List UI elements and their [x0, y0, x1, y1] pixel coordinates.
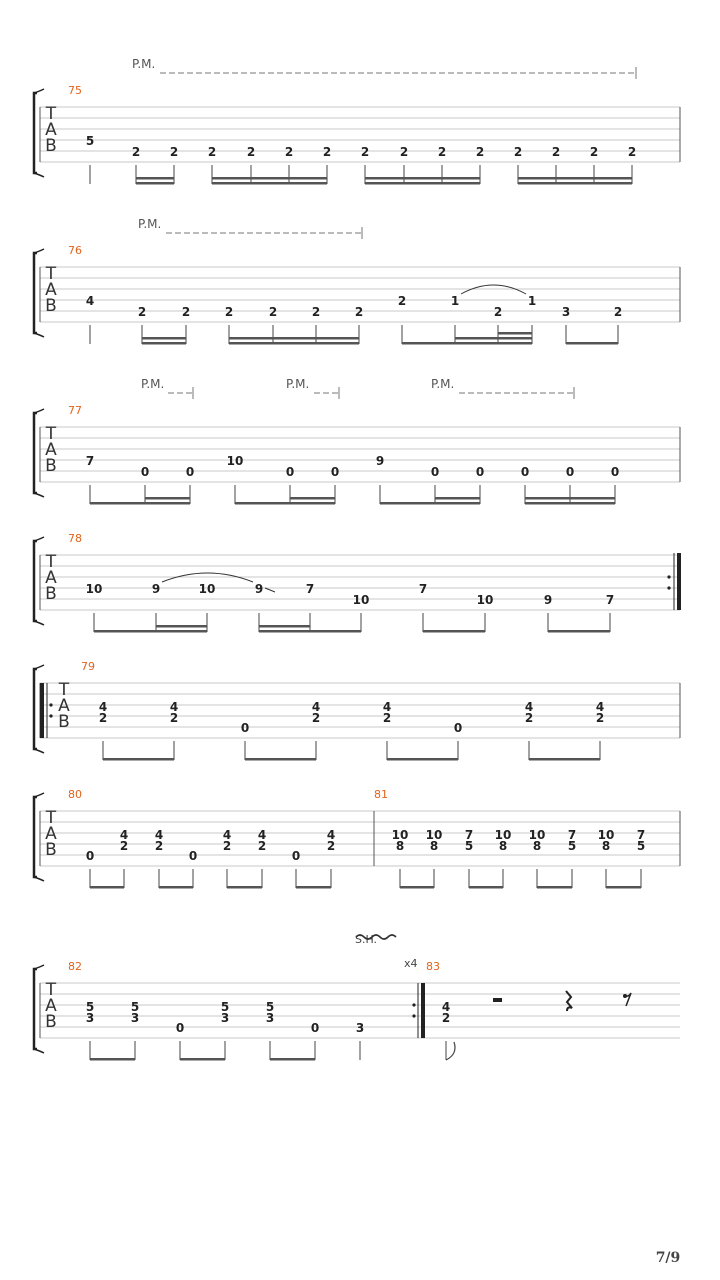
fret-number: 10	[352, 593, 370, 607]
fret-number: 3	[85, 1011, 95, 1025]
beam-secondary	[136, 177, 174, 180]
tab-clef-letter: T	[45, 552, 57, 572]
fret-number: 2	[360, 145, 370, 159]
beam	[227, 886, 262, 889]
beam-secondary	[365, 177, 480, 180]
fret-number: 4	[85, 294, 95, 308]
beam	[529, 758, 600, 761]
repeat-dot	[49, 714, 52, 717]
fret-number: 4	[326, 828, 336, 842]
repeat-dot	[49, 703, 52, 706]
fret-number: 4	[222, 828, 232, 842]
repeat-dot	[667, 575, 670, 578]
beam-secondary	[145, 497, 190, 500]
tab-clef-letter: T	[45, 264, 57, 284]
palm-mute-label: P.M.	[286, 377, 310, 391]
beam	[270, 1058, 315, 1061]
fret-number: 2	[397, 294, 407, 308]
tab-clef-letter: B	[45, 296, 57, 316]
system-bracket	[34, 541, 37, 621]
palm-mute-label: P.M.	[141, 377, 165, 391]
repeat-dot	[412, 1014, 415, 1017]
beam	[518, 182, 632, 185]
fret-number: 0	[140, 465, 150, 479]
fret-number: 4	[169, 700, 179, 714]
beam-secondary	[212, 177, 327, 180]
beam	[235, 502, 335, 505]
palm-mute-label: P.M.	[138, 217, 162, 231]
tab-clef-letter: B	[45, 1012, 57, 1032]
palm-mute-label: P.M.	[431, 377, 455, 391]
tab-system-83	[355, 933, 631, 1060]
beam	[380, 502, 480, 505]
fret-number: 2	[98, 711, 108, 725]
system-bracket	[34, 253, 37, 333]
fret-number: 3	[220, 1011, 230, 1025]
tab-clef-letter: T	[45, 424, 57, 444]
fret-number: 2	[382, 711, 392, 725]
fret-number: 0	[453, 721, 463, 735]
fret-number: 1	[450, 294, 460, 308]
measure-number: 75	[68, 84, 82, 97]
fret-number: 2	[437, 145, 447, 159]
fret-number: 4	[441, 1000, 451, 1014]
tab-clef-letter: T	[45, 980, 57, 1000]
fret-number: 4	[257, 828, 267, 842]
tab-clef-letter: T	[45, 104, 57, 124]
tab-clef-letter: B	[45, 584, 57, 604]
beam-secondary	[290, 497, 335, 500]
measure-number: 77	[68, 404, 82, 417]
fret-number: 0	[475, 465, 485, 479]
fret-number: 10	[198, 582, 216, 596]
fret-number: 10	[85, 582, 103, 596]
fret-number: 0	[565, 465, 575, 479]
fret-number: 2	[246, 145, 256, 159]
beam-secondary	[518, 177, 632, 180]
beam-tertiary	[498, 332, 532, 335]
fret-number: 8	[532, 839, 542, 853]
tab-clef-letter: A	[45, 824, 57, 844]
fret-number: 2	[181, 305, 191, 319]
fret-number: 4	[524, 700, 534, 714]
fret-number: 2	[154, 839, 164, 853]
tab-clef-letter: A	[45, 440, 57, 460]
fret-number: 2	[595, 711, 605, 725]
fret-number: 2	[224, 305, 234, 319]
fret-number: 10	[391, 828, 409, 842]
tab-clef-letter: B	[58, 712, 70, 732]
fret-number: 7	[605, 593, 615, 607]
fret-number: 2	[169, 145, 179, 159]
fret-number: 4	[311, 700, 321, 714]
repeat-start-thick-bar	[40, 683, 44, 738]
note-flag	[446, 1042, 455, 1060]
slide-harmonic-label: S.H.	[355, 933, 378, 946]
fret-number: 2	[627, 145, 637, 159]
fret-number: 2	[326, 839, 336, 853]
tab-system-80	[34, 788, 680, 889]
measure-number: 81	[374, 788, 388, 801]
beam	[400, 886, 434, 889]
fret-number: 2	[311, 711, 321, 725]
fret-number: 8	[601, 839, 611, 853]
fret-number: 7	[305, 582, 315, 596]
fret-number: 0	[185, 465, 195, 479]
repeat-dot	[412, 1003, 415, 1006]
fret-number: 0	[188, 849, 198, 863]
tab-system-78	[34, 532, 681, 633]
beam	[296, 886, 331, 889]
beam-secondary	[142, 337, 186, 340]
fret-number: 2	[399, 145, 409, 159]
tab-system-79	[34, 660, 680, 761]
tab-system-75	[34, 57, 680, 185]
fret-number: 3	[130, 1011, 140, 1025]
fret-number: 10	[226, 454, 244, 468]
fret-number: 2	[354, 305, 364, 319]
beam	[469, 886, 503, 889]
measure-number: 83	[426, 960, 440, 973]
beam	[566, 342, 618, 345]
beam	[136, 182, 174, 185]
repeat-end-thick-bar	[677, 553, 681, 610]
fret-number: 4	[119, 828, 129, 842]
fret-number: 4	[382, 700, 392, 714]
tab-clef-letter: A	[45, 568, 57, 588]
tab-clef-letter: B	[45, 840, 57, 860]
fret-number: 2	[131, 145, 141, 159]
beam	[180, 1058, 225, 1061]
beam	[159, 886, 193, 889]
fret-number: 9	[254, 582, 264, 596]
fret-number: 0	[291, 849, 301, 863]
fret-number: 5	[130, 1000, 140, 1014]
fret-number: 5	[464, 839, 474, 853]
tab-systems	[34, 57, 681, 1061]
system-bracket	[34, 93, 37, 173]
fret-number: 9	[375, 454, 385, 468]
fret-number: 10	[528, 828, 546, 842]
beam-secondary	[259, 625, 310, 628]
fret-number: 9	[543, 593, 553, 607]
fret-number: 3	[561, 305, 571, 319]
fret-number: 0	[520, 465, 530, 479]
fret-number: 10	[425, 828, 443, 842]
tab-system-76	[34, 217, 680, 345]
repeat-end-thick-bar	[421, 983, 425, 1038]
beam	[423, 630, 485, 633]
fret-number: 7	[464, 828, 474, 842]
fret-number: 2	[322, 145, 332, 159]
fret-number: 0	[175, 1021, 185, 1035]
fret-number: 10	[597, 828, 615, 842]
fret-number: 5	[265, 1000, 275, 1014]
fret-number: 2	[475, 145, 485, 159]
beam-secondary	[229, 337, 359, 340]
beam	[365, 182, 480, 185]
beam	[90, 502, 190, 505]
tab-clef-letter: T	[45, 808, 57, 828]
fret-number: 0	[310, 1021, 320, 1035]
fret-number: 2	[613, 305, 623, 319]
beam	[229, 342, 359, 345]
tab-clef-letter: B	[45, 136, 57, 156]
beam	[245, 758, 316, 761]
fret-number: 2	[169, 711, 179, 725]
fret-number: 2	[119, 839, 129, 853]
tab-clef-letter: A	[45, 120, 57, 140]
beam	[103, 758, 174, 761]
measure-number: 80	[68, 788, 82, 801]
system-bracket	[34, 797, 37, 877]
beam	[94, 630, 207, 633]
fret-number: 3	[355, 1021, 365, 1035]
beam	[142, 342, 186, 345]
system-bracket	[34, 669, 37, 749]
beam	[90, 1058, 135, 1061]
fret-number: 4	[595, 700, 605, 714]
fret-number: 2	[284, 145, 294, 159]
beam	[387, 758, 458, 761]
beam	[259, 630, 361, 633]
half-rest	[493, 998, 502, 1002]
fret-number: 2	[311, 305, 321, 319]
fret-number: 5	[220, 1000, 230, 1014]
fret-number: 2	[524, 711, 534, 725]
beam-secondary	[525, 497, 615, 500]
beam-secondary	[435, 497, 480, 500]
fret-number: 2	[589, 145, 599, 159]
page-number: 7/9	[655, 1250, 681, 1266]
beam	[525, 502, 615, 505]
measure-number: 82	[68, 960, 82, 973]
tab-clef-letter: A	[45, 280, 57, 300]
palm-mute-label: P.M.	[132, 57, 156, 71]
beam	[90, 886, 124, 889]
measure-number: 78	[68, 532, 82, 545]
fret-number: 2	[257, 839, 267, 853]
fret-number: 2	[493, 305, 503, 319]
repeat-dot	[667, 586, 670, 589]
fret-number: 1	[527, 294, 537, 308]
fret-number: 7	[85, 454, 95, 468]
fret-number: 2	[137, 305, 147, 319]
tab-clef-letter: T	[58, 680, 70, 700]
system-bracket	[34, 969, 37, 1049]
tab-system-77	[34, 377, 680, 505]
measure-number: 79	[81, 660, 95, 673]
fret-number: 8	[429, 839, 439, 853]
beam	[537, 886, 572, 889]
fret-number: 0	[610, 465, 620, 479]
system-bracket	[34, 413, 37, 493]
repeat-count: x4	[404, 957, 418, 970]
fret-number: 9	[151, 582, 161, 596]
beam	[212, 182, 327, 185]
fret-number: 2	[207, 145, 217, 159]
fret-number: 0	[85, 849, 95, 863]
fret-number: 0	[240, 721, 250, 735]
measure-number: 76	[68, 244, 82, 257]
fret-number: 8	[498, 839, 508, 853]
fret-number: 5	[567, 839, 577, 853]
fret-number: 0	[330, 465, 340, 479]
tab-clef-letter: B	[45, 456, 57, 476]
beam	[548, 630, 610, 633]
fret-number: 10	[494, 828, 512, 842]
fret-number: 0	[285, 465, 295, 479]
fret-number: 2	[551, 145, 561, 159]
fret-number: 0	[430, 465, 440, 479]
fret-number: 2	[441, 1011, 451, 1025]
slide-line	[265, 588, 275, 592]
fret-number: 7	[418, 582, 428, 596]
beam-secondary	[156, 625, 207, 628]
fret-number: 5	[85, 1000, 95, 1014]
tab-system-81	[374, 788, 680, 889]
tab-clef-letter: A	[58, 696, 70, 716]
fret-number: 2	[513, 145, 523, 159]
beam	[402, 342, 532, 345]
fret-number: 10	[476, 593, 494, 607]
fret-number: 2	[222, 839, 232, 853]
fret-number: 2	[268, 305, 278, 319]
fret-number: 7	[636, 828, 646, 842]
fret-number: 8	[395, 839, 405, 853]
fret-number: 5	[636, 839, 646, 853]
fret-number: 4	[98, 700, 108, 714]
beam	[606, 886, 641, 889]
tab-system-82	[34, 957, 680, 1061]
fret-number: 5	[85, 134, 95, 148]
fret-number: 7	[567, 828, 577, 842]
beam-secondary	[455, 337, 532, 340]
tab-clef-letter: A	[45, 996, 57, 1016]
fret-number: 3	[265, 1011, 275, 1025]
fret-number: 4	[154, 828, 164, 842]
